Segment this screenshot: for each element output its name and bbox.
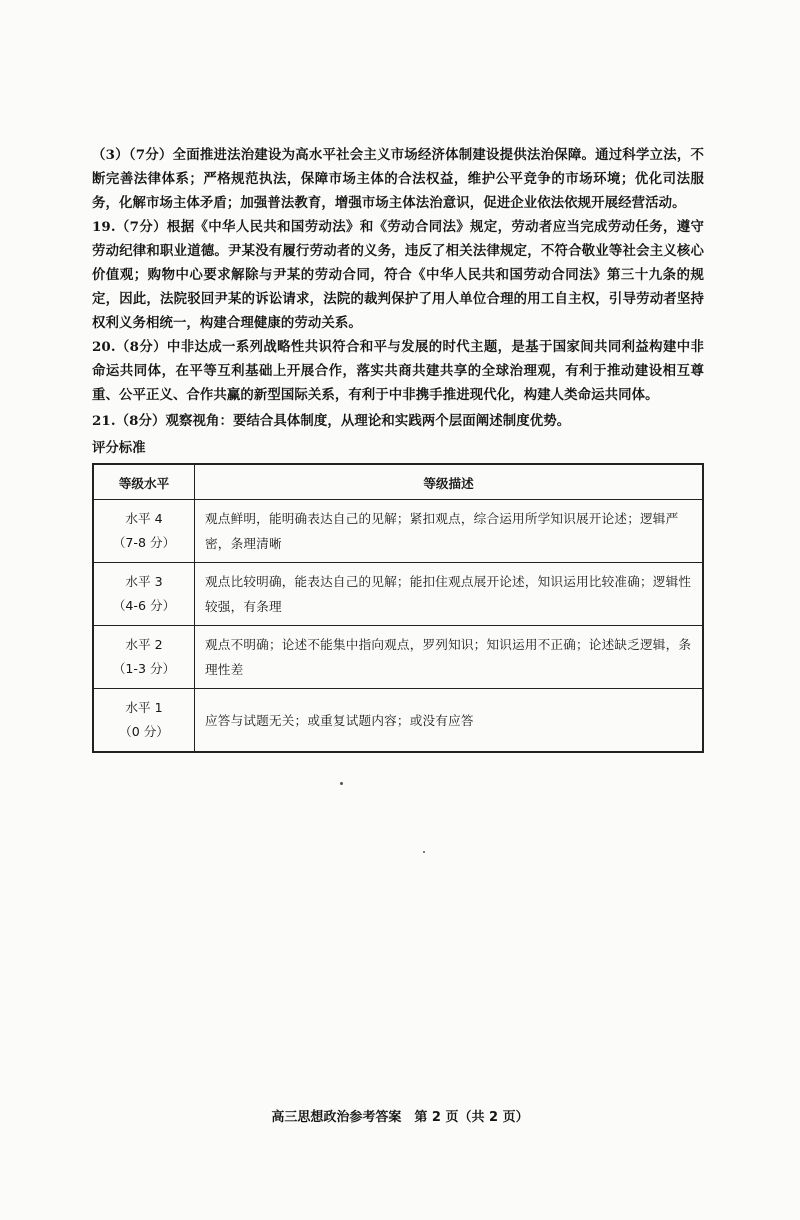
level-name: 水平 3 bbox=[125, 574, 163, 589]
rubric-header-row bbox=[93, 464, 703, 500]
rubric-table bbox=[92, 463, 704, 753]
answer-q20: 20.（8分）中非达成一系列战略性共识符合和平与发展的时代主题，是基于国家间共同利益构建中非命运共同体，在平等互利基础上开展合作，落实共商共建共享的全球治理观，有利于推动建设相互尊重、公平正义、合作共赢的新型国际关系，有利于中非携手推进现代化，构建人类命运共同体。 bbox=[92, 339, 704, 403]
rubric-row-level-2 bbox=[93, 626, 703, 689]
level-name: 水平 1 bbox=[125, 700, 163, 715]
answer-content bbox=[92, 143, 704, 753]
rubric-row-level-4 bbox=[93, 500, 703, 563]
answer-q18-part3: （3）（7分）全面推进法治建设为高水平社会主义市场经济体制建设提供法治保障。通过科学立法，不断完善法律体系；严格规范执法，保障市场主体的合法权益，维护公平竞争的市场环境；优化司法服务，化解市场主体矛盾；加强普法教育，增强市场主体法治意识，促进企业依法依规开展经营活动。 bbox=[92, 147, 704, 211]
level-description: 观点鲜明，能明确表达自己的见解；紧扣观点，综合运用所学知识展开论述；逻辑严密，条理清晰 bbox=[195, 500, 704, 563]
level-description: 观点不明确；论述不能集中指向观点，罗列知识；知识运用不正确；论述缺乏逻辑，条理性差 bbox=[195, 626, 704, 689]
rubric-level-cell bbox=[93, 626, 195, 689]
rubric-title: 评分标准 bbox=[92, 440, 146, 456]
rubric-header-description: 等级描述 bbox=[195, 464, 704, 500]
rubric-level-cell bbox=[93, 500, 195, 563]
answer-q21: 21.（8分）观察视角：要结合具体制度，从理论和实践两个层面阐述制度优势。 bbox=[92, 413, 571, 429]
scan-speck bbox=[423, 851, 425, 853]
page-footer: 高三思想政治参考答案 第 2 页（共 2 页） bbox=[271, 1110, 529, 1125]
rubric-level-cell bbox=[93, 563, 195, 626]
level-range: （1-3 分） bbox=[112, 661, 176, 676]
rubric-level-cell bbox=[93, 689, 195, 753]
level-name: 水平 2 bbox=[125, 637, 163, 652]
level-range: （4-6 分） bbox=[112, 598, 176, 613]
rubric-header-level: 等级水平 bbox=[93, 464, 195, 500]
level-name: 水平 4 bbox=[125, 511, 163, 526]
level-range: （0 分） bbox=[119, 724, 169, 739]
scan-speck bbox=[340, 782, 343, 785]
level-description: 观点比较明确，能表达自己的见解；能扣住观点展开论述，知识运用比较准确；逻辑性较强，有条理 bbox=[195, 563, 704, 626]
level-description: 应答与试题无关；或重复试题内容；或没有应答 bbox=[195, 689, 704, 753]
level-range: （7-8 分） bbox=[112, 535, 176, 550]
rubric-row-level-3 bbox=[93, 563, 703, 626]
answer-q19: 19.（7分）根据《中华人民共和国劳动法》和《劳动合同法》规定，劳动者应当完成劳动任务，遵守劳动纪律和职业道德。尹某没有履行劳动者的义务，违反了相关法律规定，不符合敬业等社会主义核心价值观；购物中心要求解除与尹某的劳动合同，符合《中华人民共和国劳动合同法》第三十九条的规定，因此，法院驳回尹某的诉讼请求，法院的裁判保护了用人单位合理的用工自主权，引导劳动者坚持权利义务相统一，构建合理健康的劳动关系。 bbox=[92, 219, 704, 331]
rubric-row-level-1 bbox=[93, 689, 703, 753]
